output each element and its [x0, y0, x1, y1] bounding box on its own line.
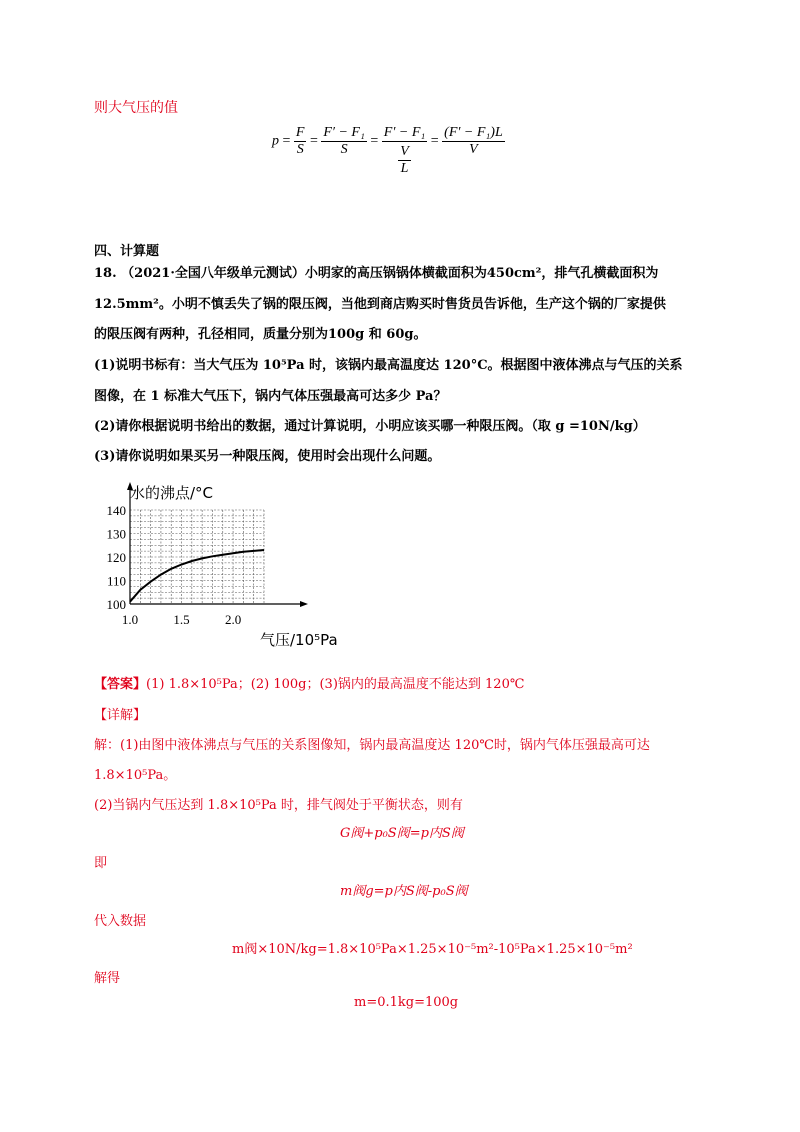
- equation-3: m阀×10N/kg=1.8×10⁵Pa×1.25×10⁻⁵m²-10⁵Pa×1.25×10⁻⁵m²: [232, 942, 633, 957]
- y-tick-label: 100: [106, 597, 126, 612]
- fraction-1: $\frac{F}{S}$: [295, 125, 305, 157]
- equation-1: G阀+p₀S阀=p内S阀: [340, 826, 464, 841]
- equation-2: m阀g=p内S阀-p₀S阀: [340, 884, 468, 899]
- question-part-2: (2)请你根据说明书给出的数据，通过计算说明，小明应该买哪一种限压阀。（取 g =10N/kg）: [94, 419, 646, 434]
- chart-y-label: 水的沸点/°C: [130, 484, 214, 502]
- y-tick-label: 130: [106, 526, 126, 542]
- pressure-formula: p = $\frac{F}{S}$ = $\frac{\text{F′ − F₁}}{S}$ = $\frac{\text{F′ − F₁}}{\frac{V}{L}}$ = $\frac{\text{(F′ − F₁)L}}{V}$: [272, 125, 503, 176]
- question-part-1a: (1)说明书标有：当大气压为 10⁵Pa 时，该锅内最高温度达 120°C。根据图中液体沸点与气压的关系: [94, 358, 683, 373]
- fraction-3: $\frac{\text{F′ − F₁}}{\frac{V}{L}}$: [383, 125, 426, 176]
- x-tick-label: 1.0: [121, 612, 139, 627]
- question-line-1: 18. （2021·全国八年级单元测试）小明家的高压锅锅体横截面积为450cm²，排气孔横截面积为: [94, 266, 659, 281]
- formula-lhs: p: [272, 133, 279, 149]
- chart-x-label: 气压/10⁵Pa: [260, 631, 338, 649]
- solution-ji: 即: [94, 856, 108, 871]
- question-part-1b: 图像，在 1 标准大气压下，锅内气体压强最高可达多少 Pa？: [94, 389, 447, 404]
- y-tick-label: 140: [106, 503, 126, 518]
- solution-2: (2)当锅内气压达到 1.8×10⁵Pa 时，排气阀处于平衡状态，则有: [94, 798, 463, 813]
- intro-text: 则大气压的值: [94, 100, 178, 116]
- fraction-4: $\frac{\text{(F′ − F₁)L}}{V}$: [444, 125, 503, 157]
- equation-4: m=0.1kg=100g: [354, 995, 459, 1010]
- y-tick-label: 110: [106, 573, 126, 589]
- x-tick-label: 2.0: [224, 612, 242, 627]
- section-heading: 四、计算题: [94, 244, 160, 259]
- solution-1a: 解：(1)由图中液体沸点与气压的关系图像知，锅内最高温度达 120℃时，锅内气体压强最高可达: [94, 738, 650, 753]
- x-axis-arrow: [300, 601, 308, 607]
- answer-line: [94, 673, 524, 692]
- solution-1b: 1.8×10⁵Pa。: [94, 768, 177, 783]
- x-tick-label: 1.5: [173, 612, 190, 627]
- answer-text: (1) 1.8×10⁵Pa；(2) 100g；(3)锅内的最高温度不能达到 120℃: [146, 677, 525, 692]
- boiling-point-chart: [94, 478, 384, 650]
- solution-substitute: 代入数据: [94, 914, 147, 929]
- chart-grid: [130, 510, 264, 604]
- y-tick-label: 120: [106, 550, 126, 565]
- answer-tag: 【答案】: [94, 677, 147, 692]
- chart-series-line: [130, 550, 264, 602]
- question-line-2: 12.5mm²。小明不慎丢失了锅的限压阀，当他到商店购买时售货员告诉他，生产这个锅的厂家提供: [94, 297, 666, 312]
- solution-jiede: 解得: [94, 971, 121, 986]
- fraction-2: $\frac{\text{F′ − F₁}}{S}$: [323, 125, 365, 157]
- detail-tag: 【详解】: [94, 708, 147, 723]
- question-line-3: 的限压阀有两种，孔径相同，质量分别为100g 和 60g。: [94, 327, 427, 342]
- question-part-3: (3)请你说明如果买另一种限压阀，使用时会出现什么问题。: [94, 449, 441, 464]
